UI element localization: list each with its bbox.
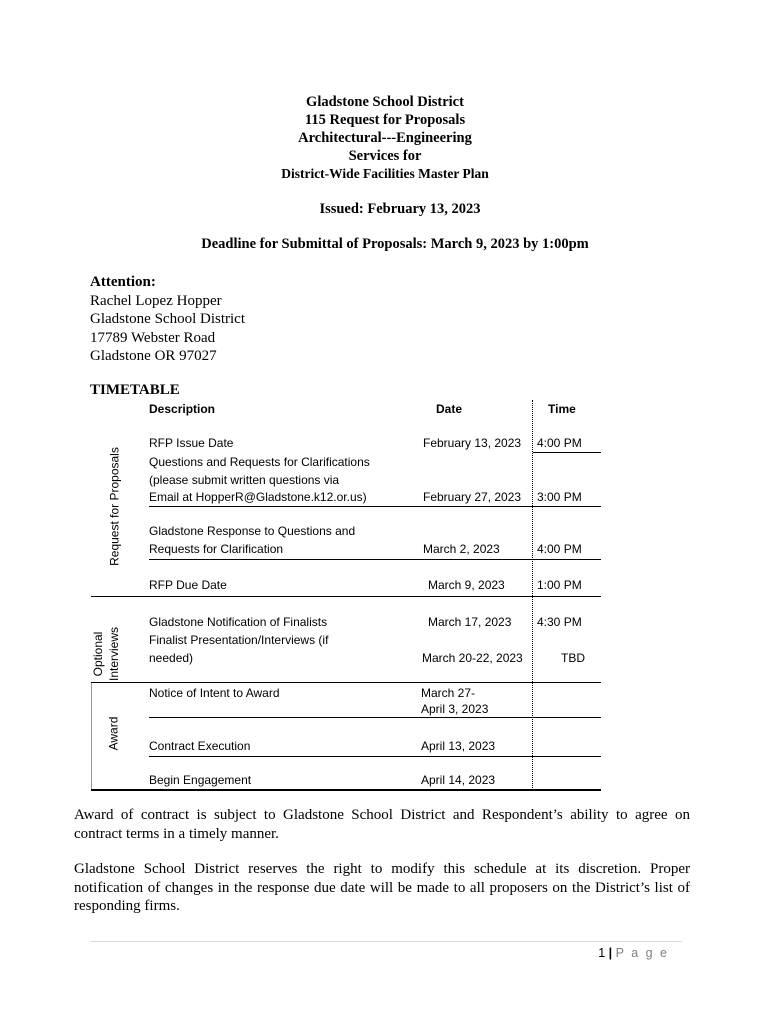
row-date: February 13, 2023 [423,436,522,450]
rfp-project: District-Wide Facilities Master Plan [281,166,489,181]
row-rule [149,559,601,560]
row-desc: RFP Issue Date [149,436,234,450]
row-date: March 17, 2023 [428,615,512,629]
rfp-subject: Architectural---Engineering [298,130,472,146]
rfp-services: Services for [348,148,422,164]
row-desc: Requests for Clarification [149,542,284,556]
page-label: P a g e [615,946,669,960]
page-footer [598,946,669,960]
group-rule [91,596,601,597]
contact-street: 17789 Webster Road [90,329,216,346]
row-desc: Finalist Presentation/Interviews (if [149,633,329,647]
row-date: April 3, 2023 [421,702,489,716]
row-desc: Questions and Requests for Clarifications [149,455,370,469]
row-date: April 14, 2023 [421,773,496,787]
row-time: TBD [561,651,585,665]
district-name: Gladstone School District [306,94,464,110]
column-header-description: Description [149,402,216,416]
group-label-rfp: Request for Proposals [107,447,122,566]
row-desc: Email at HopperR@Gladstone.k12.or.us) [149,490,367,504]
row-date: March 2, 2023 [423,542,500,556]
row-date: February 27, 2023 [423,490,522,504]
row-date: March 20-22, 2023 [422,651,523,665]
group-label-interviews-line1: Optional [91,631,105,677]
attention-block [90,273,245,366]
timetable-heading: TIMETABLE [90,382,180,398]
row-desc: (please submit written questions via [149,473,340,487]
attention-label: Attention: [90,274,156,290]
issued-date: Issued: February 13, 2023 [319,201,481,217]
award-group-divider [91,682,92,790]
row-desc: Begin Engagement [149,773,252,787]
row-desc: Contract Execution [149,739,251,753]
group-label-interviews-line2: Interviews [107,626,121,682]
row-time: 1:00 PM [537,578,582,592]
contact-city: Gladstone OR 97027 [90,348,217,364]
contact-name: Rachel Lopez Hopper [90,292,222,309]
row-time: 4:00 PM [537,542,582,556]
contact-organization: Gladstone School District [90,311,245,327]
row-rule [149,717,601,718]
group-rule [91,682,601,683]
row-date: March 27- [421,686,476,700]
row-desc: Gladstone Response to Questions and [149,524,356,538]
row-desc: RFP Due Date [149,578,227,592]
paragraph-schedule-changes: Gladstone School District reserves the right to modify this schedule at its discretion. Proper notification of changes in the response due date will be made to all proposers on the District’s list of responding firms. [74,861,690,914]
row-rule [149,506,601,507]
row-date: April 13, 2023 [421,739,496,753]
column-header-date: Date [436,402,463,416]
row-date: March 9, 2023 [428,578,505,592]
submittal-deadline: Deadline for Submittal of Proposals: March 9, 2023 by 1:00pm [201,236,589,252]
group-label-award: Award [106,716,121,751]
table-bottom-rule [91,789,601,791]
row-rule [149,756,601,757]
row-time: 3:00 PM [537,490,582,504]
footer-separator: | [608,946,613,960]
row-time: 4:30 PM [537,615,582,629]
time-column-divider [532,400,533,790]
rfp-number: 115 Request for Proposals [304,112,466,128]
row-time: 4:00 PM [537,436,582,450]
document-title-block [0,93,770,183]
paragraph-award-terms: Award of contract is subject to Gladstone School District and Respondent’s ability to agree on contract terms in a timely manner. [74,807,690,842]
page-number: 1 [598,946,606,960]
row-rule [533,452,601,453]
column-header-time: Time [548,402,576,416]
row-desc: Notice of Intent to Award [149,686,280,700]
row-desc: Gladstone Notification of Finalists [149,615,328,629]
footer-divider [90,941,682,942]
row-desc: needed) [149,651,194,665]
